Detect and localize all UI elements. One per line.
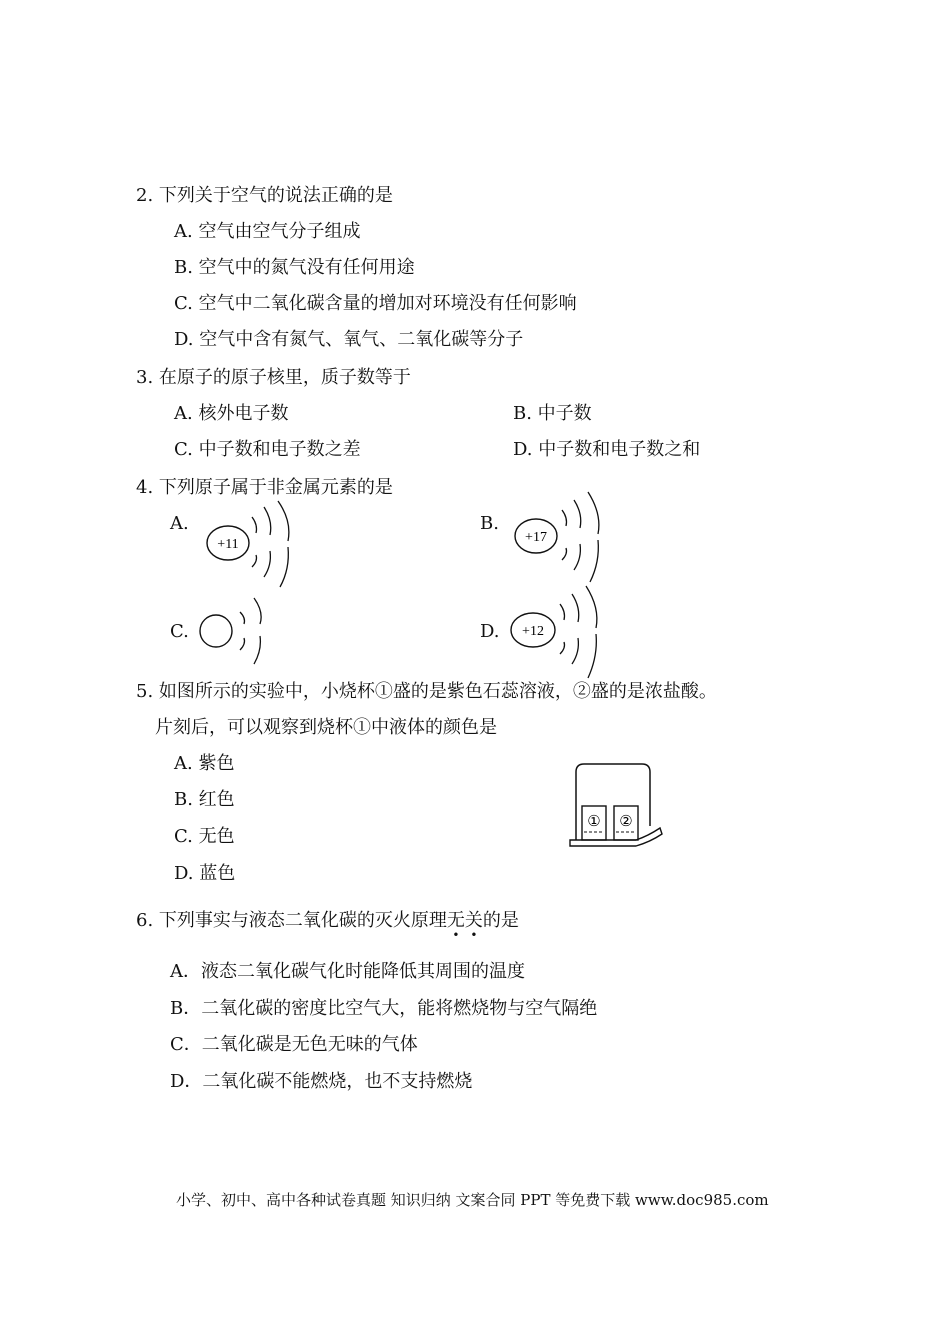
q2-option-b: B. 空气中的氮气没有任何用途 [174,257,415,278]
footer-download-banner: 小学、初中、高中各种试卷真题 知识归纳 文案合同 PPT 等免费下载 www.doc985.com [176,1191,769,1209]
q5-option-a: A. 紫色 [174,753,235,774]
atom-diagram-c [196,590,286,670]
beaker-2-label: ② [619,814,633,830]
q6-stem [136,910,519,942]
atom-d-charge: +12 [522,624,544,639]
q4-option-b-letter: B. [480,513,499,534]
q6-stem-prefix: 6. 下列事实与液态二氧化碳的灭火原理 [136,910,447,931]
q5-option-d: D. 蓝色 [174,863,236,884]
beaker-1-label: ① [587,814,601,830]
q5-option-b: B. 红色 [174,789,235,810]
q5-option-c: C. 无色 [174,826,235,847]
atom-diagram-b [510,488,620,588]
q3-option-b: B. 中子数 [513,403,592,424]
atom-diagram-a [200,495,310,595]
q2-stem: 2. 下列关于空气的说法正确的是 [136,185,393,206]
q3-stem: 3. 在原子的原子核里，质子数等于 [136,367,411,388]
beaker-experiment-diagram [566,760,666,852]
q3-option-c: C. 中子数和电子数之差 [174,439,361,460]
q6-stem-suffix: 的是 [482,910,519,931]
q3-option-a: A. 核外电子数 [174,403,289,424]
q6-emphasis-char-1: 无 • [446,910,465,942]
atom-b-charge: +17 [525,530,547,545]
q6-option-b: B．二氧化碳的密度比空气大，能将燃烧物与空气隔绝 [170,998,598,1019]
atom-diagram-d [508,582,618,682]
q2-option-c: C. 空气中二氧化碳含量的增加对环境没有任何影响 [174,293,577,314]
q2-option-a: A. 空气由空气分子组成 [174,221,361,242]
q4-option-c-letter: C. [170,621,189,642]
q6-option-d: D．二氧化碳不能燃烧，也不支持燃烧 [170,1071,473,1092]
q6-emphasis-char-2: 关 • [464,910,483,942]
q5-stem-line1: 5. 如图所示的实验中，小烧杯①盛的是紫色石蕊溶液，②盛的是浓盐酸。 [136,681,717,702]
q4-option-d-letter: D. [480,621,500,642]
q6-option-c: C．二氧化碳是无色无味的气体 [170,1034,418,1055]
q6-option-a: A．液态二氧化碳气化时能降低其周围的温度 [170,961,525,982]
q5-stem-line2: 片刻后，可以观察到烧杯①中液体的颜色是 [155,717,497,738]
q3-option-d: D. 中子数和电子数之和 [513,439,701,460]
q4-option-a-letter: A. [170,513,189,534]
q4-stem: 4. 下列原子属于非金属元素的是 [136,477,393,498]
atom-a-charge: +11 [217,537,239,552]
q2-option-d: D. 空气中含有氮气、氧气、二氧化碳等分子 [174,329,524,350]
